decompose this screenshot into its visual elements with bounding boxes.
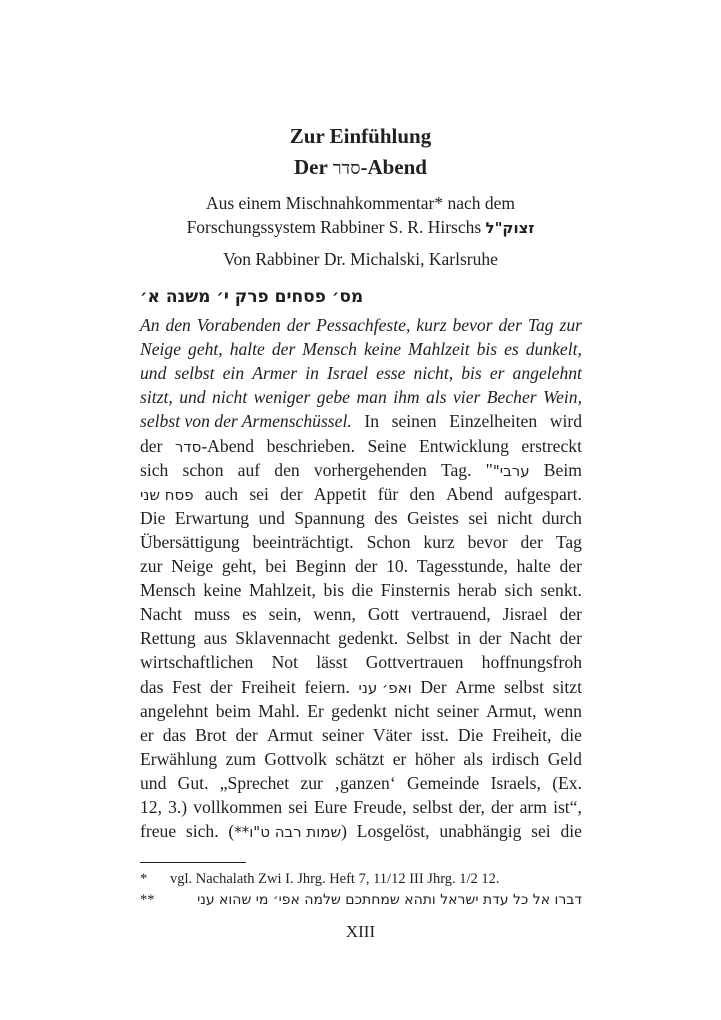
subtitle-line-1 <box>0 193 721 214</box>
body-word: geht, <box>188 339 223 360</box>
body-line <box>140 699 582 723</box>
subtitle-line-2-text: Forschungssystem Rabbiner S. R. Hirschs <box>186 217 486 237</box>
body-word: Tag <box>527 315 554 335</box>
body-word: halte <box>516 556 551 576</box>
body-word: Mensch <box>302 339 357 360</box>
body-word: arm <box>519 797 547 817</box>
footnote-1-text: vgl. Nachalath Zwi I. Jhrg. Heft 7, 11/12 III Jhrg. 1/2 12. <box>170 871 500 887</box>
body-word: weniger <box>253 387 311 408</box>
body-word: Seine <box>367 435 407 456</box>
body-word: (שמות רבה ט"ו**) <box>228 821 348 842</box>
hebrew-term: ערבי" <box>492 461 530 480</box>
body-word: Nacht <box>509 628 552 649</box>
body-word: Selbst <box>406 628 450 649</box>
body-word: Gemeinde <box>406 772 480 793</box>
body-word: der <box>520 531 543 552</box>
body-word: Arme <box>455 676 496 697</box>
body-word: der <box>498 315 522 335</box>
body-word: Mahlzeit <box>408 339 470 360</box>
body-word: der <box>140 435 163 456</box>
body-word: unabhängig <box>439 821 522 842</box>
body-word: Spannung <box>294 507 365 528</box>
body-word: Armut <box>266 724 313 745</box>
body-word: nicht <box>497 507 533 528</box>
body-word: der <box>235 724 258 745</box>
body-word: zur <box>140 556 163 576</box>
title-hebrew-seder: סדר <box>332 158 361 179</box>
body-word: Armut, <box>486 700 537 721</box>
body-word: Finsternis <box>380 580 451 601</box>
body-word: auf <box>237 459 261 480</box>
body-word: irdisch <box>491 748 540 769</box>
body-word: der <box>559 556 582 576</box>
body-word: gedenkt. <box>338 628 399 649</box>
body-word: des <box>374 507 398 528</box>
body-word: kurz <box>423 531 455 552</box>
body-line <box>140 458 582 482</box>
body-word: es <box>242 604 257 625</box>
body-word: für <box>377 483 399 504</box>
body-word: Gottvolk <box>264 748 327 769</box>
body-word: wenn, <box>313 604 356 625</box>
body-word: das <box>162 724 187 745</box>
body-word <box>140 482 194 506</box>
body-word: den <box>409 483 435 504</box>
body-word: und <box>140 772 167 793</box>
hebrew-term: ואפ׳ עני <box>358 678 412 697</box>
hebrew-term: סדר <box>174 437 202 456</box>
body-word: Wein, <box>543 387 582 408</box>
page-number: XIII <box>345 922 376 941</box>
body-word: lässt <box>316 652 348 673</box>
body-word: sitzt, <box>140 387 173 408</box>
body-word: in <box>305 363 319 384</box>
body-word: Entwicklung <box>419 435 509 456</box>
body-word: Gottvertrauen <box>365 652 464 673</box>
body-word: sich <box>504 580 533 601</box>
body-line <box>140 313 582 337</box>
page-subtitle-heading <box>0 155 721 180</box>
body-word: Losgelöst, <box>356 821 430 842</box>
body-word: herab <box>457 580 497 601</box>
body-word: ein <box>222 363 245 384</box>
body-word: Tag <box>555 531 582 552</box>
body-line <box>140 675 582 699</box>
body-word: Mahlzeit, <box>249 580 316 601</box>
body-word: Beim <box>543 459 582 480</box>
body-word: zum <box>225 748 256 769</box>
body-word: 12, <box>140 797 162 817</box>
body-word: höher <box>414 748 455 769</box>
body-word: Gut. <box>177 772 209 793</box>
footnote-2-mark: ** <box>140 892 155 908</box>
body-word: sei <box>249 483 269 504</box>
body-word: wird <box>549 411 582 432</box>
body-word: Geld <box>547 748 582 769</box>
body-line <box>140 602 582 626</box>
title-line-1: Zur Einfühlung <box>289 124 432 148</box>
body-word: dunkelt, <box>525 339 582 360</box>
body-word: in <box>457 628 471 649</box>
body-word: bevor <box>452 315 493 335</box>
body-word: selbst <box>412 797 453 817</box>
body-word: als <box>463 748 483 769</box>
footnote-1 <box>140 871 500 888</box>
body-word: Armer <box>252 363 298 384</box>
body-word: Freiheit <box>241 676 296 697</box>
body-word <box>358 675 411 699</box>
body-word: Eure <box>313 797 348 817</box>
body-word: vorhergehenden <box>313 459 427 480</box>
body-word: Mensch <box>140 580 196 601</box>
body-line <box>140 554 582 578</box>
body-word: zur <box>300 772 323 793</box>
body-word: keine <box>363 339 402 360</box>
body-word: schätzt <box>335 748 385 769</box>
body-word: zur <box>559 315 582 335</box>
body-word: seiner <box>436 700 479 721</box>
body-word: als <box>426 387 447 408</box>
body-line <box>140 337 582 361</box>
body-word: sei <box>531 821 551 842</box>
body-word: und <box>179 387 206 408</box>
body-word: sitzt <box>552 676 582 697</box>
body-word: angelehnt <box>140 700 209 721</box>
body-word: der <box>559 604 582 625</box>
body-word: sei <box>288 797 308 817</box>
body-word: bevor <box>467 531 508 552</box>
body-word: der <box>210 676 233 697</box>
body-line <box>140 385 582 409</box>
body-word: die <box>351 580 374 601</box>
body-word: esse <box>376 363 406 384</box>
body-word: aus <box>203 628 228 649</box>
body-word: Tagesstunde, <box>416 556 508 576</box>
body-word: seinen <box>391 411 437 432</box>
body-word: der <box>491 797 514 817</box>
body-word: Erwartung <box>174 507 250 528</box>
body-word: beschrieben. <box>266 435 355 456</box>
body-word: Appetit <box>313 483 367 504</box>
body-word: (Ex. <box>552 772 582 793</box>
body-word: Israel <box>327 363 369 384</box>
body-word: halte <box>229 339 265 360</box>
body-word: Abend <box>446 483 494 504</box>
body-word: man <box>356 387 387 408</box>
body-word: bis <box>461 363 482 384</box>
body-word: nicht <box>212 387 248 408</box>
body-line <box>140 819 582 843</box>
body-word: der <box>280 483 303 504</box>
body-word: auch <box>204 483 239 504</box>
body-word: sei <box>468 507 488 528</box>
body-word: keine <box>203 580 242 601</box>
body-line <box>140 530 582 554</box>
body-word: gedenkt <box>331 700 387 721</box>
body-word: Geistes <box>407 507 459 528</box>
footnote-1-mark: * <box>140 871 148 887</box>
body-word: Der <box>420 676 447 697</box>
body-word: Neige <box>140 339 182 360</box>
body-word: seiner <box>321 724 364 745</box>
body-word: der <box>559 628 582 649</box>
body-word: Brot <box>195 724 227 745</box>
body-line <box>140 795 582 819</box>
body-word: der <box>286 315 311 335</box>
body-word: vollkommen <box>193 797 283 817</box>
body-word: bis <box>476 339 498 360</box>
body-word: Die <box>140 507 166 528</box>
body-word: Mahl. <box>258 700 300 721</box>
page-title <box>0 124 721 149</box>
footnote-2-text: דברו אל כל עדת ישראל ותהא שמחתכם שלמה אפי׳ מי שהוא עני <box>197 892 582 908</box>
body-word: vertrauend, <box>411 604 491 625</box>
body-word: beim <box>215 700 251 721</box>
body-word: der <box>478 628 502 649</box>
body-word: Not <box>271 652 298 673</box>
footnote-2 <box>140 892 582 909</box>
body-word: muss <box>193 604 231 625</box>
subtitle-line-1-text: Aus einem Mischnahkommentar* nach dem <box>205 193 516 213</box>
body-word: nicht, <box>413 363 454 384</box>
body-line <box>140 650 582 674</box>
body-word: "ערבי" <box>485 459 530 480</box>
body-word: Einzelheiten <box>449 411 538 432</box>
body-word: angelehnt <box>512 363 582 384</box>
body-word: Jisrael <box>502 604 548 625</box>
body-word: er <box>489 363 505 384</box>
body-word: 10. <box>386 556 409 576</box>
body-line <box>140 626 582 650</box>
body-word: Becher <box>486 387 537 408</box>
body-line <box>140 434 582 458</box>
body-word: selbst <box>503 676 545 697</box>
body-word: ist“, <box>553 797 582 817</box>
body-word: Übersättigung <box>140 531 240 552</box>
body-word: er <box>140 724 154 745</box>
author-line-text: Von Rabbiner Dr. Michalski, Karlsruhe <box>223 249 498 269</box>
body-word: Rettung <box>140 628 196 649</box>
body-word: durch <box>541 507 582 528</box>
body-word: und <box>140 363 167 384</box>
body-word: das <box>140 676 164 697</box>
source-reference: מס׳ פסחים פרק י׳ משנה א׳ <box>140 287 364 307</box>
body-line <box>140 409 582 433</box>
body-word: wenn <box>543 700 582 721</box>
body-word: Freude, <box>353 797 407 817</box>
subtitle-hebrew-honorific: זצוק"ל <box>485 219 535 237</box>
body-word: schon <box>182 459 224 480</box>
body-word: sich. <box>185 821 219 842</box>
hebrew-term: פסח שני <box>140 485 194 504</box>
body-word: Fest <box>172 676 202 697</box>
body-word: Vorabenden <box>196 315 281 335</box>
body-word: bis <box>323 580 345 601</box>
hebrew-term: שמות רבה ט"ו** <box>234 823 342 842</box>
body-word: An <box>140 315 160 335</box>
body-word: nicht <box>394 700 430 721</box>
body-word: es <box>504 339 519 360</box>
body-word: Pessachfeste, <box>316 315 411 335</box>
body-word: Israels, <box>490 772 541 793</box>
body-word: den <box>165 315 191 335</box>
body-word: er <box>392 748 407 769</box>
body-word: ihm <box>393 387 420 408</box>
body-word: geht, <box>221 556 257 576</box>
title-line-2-prefix: Der <box>294 155 333 179</box>
body-word: die <box>560 724 582 745</box>
body-word: ‚ganzen‘ <box>334 772 396 793</box>
body-word: Neige <box>171 556 214 576</box>
body-word: gebe <box>316 387 350 408</box>
body-word: Tag. <box>440 459 472 480</box>
body-word: 3.) <box>168 797 188 817</box>
body-word: „Sprechet <box>219 772 290 793</box>
body-word: Die <box>457 724 484 745</box>
body-word: Beginn <box>295 556 347 576</box>
body-word: sich <box>140 459 169 480</box>
body-line <box>140 578 582 602</box>
body-word: aufgespart. <box>504 483 582 504</box>
body-word: der <box>354 556 378 576</box>
body-word: senkt. <box>540 580 582 601</box>
body-word: Schon <box>366 531 411 552</box>
footnote-separator <box>140 862 246 863</box>
body-word: der, <box>458 797 485 817</box>
body-word: selbst von der Armenschüssel. <box>140 411 352 432</box>
body-word: erstreckt <box>521 435 582 456</box>
body-line <box>140 747 582 771</box>
body-line <box>140 506 582 530</box>
body-word: Nacht <box>140 604 183 625</box>
body-word: Sklavennacht <box>235 628 331 649</box>
body-word: In <box>364 411 380 432</box>
body-word: Erwählung <box>140 748 218 769</box>
body-word: der <box>271 339 296 360</box>
body-word: isst. <box>421 724 449 745</box>
body-word: wirtschaftlichen <box>140 652 254 673</box>
author-line <box>0 249 721 270</box>
body-word: freue <box>140 821 177 842</box>
body-line <box>140 482 582 506</box>
body-word: den <box>274 459 300 480</box>
body-word: kurz <box>416 315 447 335</box>
body-word: und <box>258 507 285 528</box>
body-word: feiern. <box>304 676 350 697</box>
body-word: die <box>560 821 582 842</box>
body-word: סדר-Abend <box>174 435 255 456</box>
body-line <box>140 361 582 385</box>
title-line-2-suffix: -Abend <box>360 155 427 179</box>
body-word: selbst <box>174 363 215 384</box>
body-word: sein, <box>268 604 302 625</box>
body-word: Freiheit, <box>492 724 552 745</box>
body-word: hoffnungsfroh <box>481 652 582 673</box>
body-word: Gott <box>367 604 400 625</box>
body-word: vier <box>453 387 481 408</box>
body-word: bei <box>265 556 287 576</box>
body-word: beeinträchtigt. <box>252 531 354 552</box>
body-line <box>140 771 582 795</box>
subtitle-line-2 <box>0 217 721 238</box>
body-line <box>140 723 582 747</box>
body-word: Väter <box>372 724 412 745</box>
body-word: Er <box>307 700 324 721</box>
